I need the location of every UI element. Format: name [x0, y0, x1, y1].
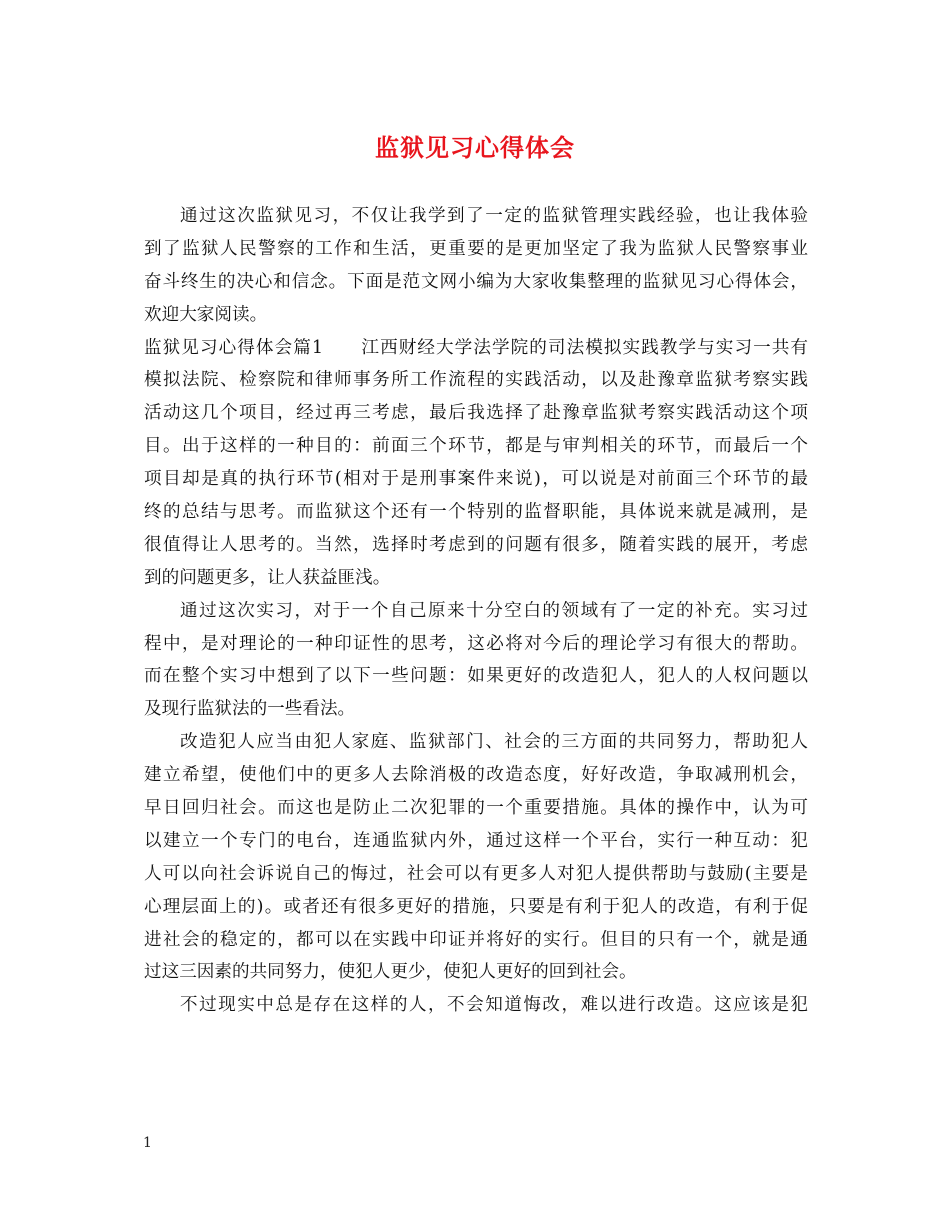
text-line: 程中，是对理论的一种印证性的思考，这必将对今后的理论学习有很大的帮助。 — [144, 633, 808, 654]
document-body — [144, 200, 808, 1022]
text-line: 模拟法院、检察院和律师事务所工作流程的实践活动，以及赴豫章监狱考察实践 — [144, 370, 808, 391]
text-line: 改造犯人应当由犯人家庭、监狱部门、社会的三方面的共同努力，帮助犯人 — [180, 732, 808, 753]
text-line: 项目却是真的执行环节(相对于是刑事案件来说)，可以说是对前面三个环节的最 — [144, 469, 808, 490]
text-line: 人可以向社会诉说自己的悔过，社会可以有更多人对犯人提供帮助与鼓励(主要是 — [144, 863, 808, 884]
text-line: 建立希望，使他们中的更多人去除消极的改造态度，好好改造，争取减刑机会， — [144, 765, 808, 786]
text-line: 心理层面上的)。或者还有很多更好的措施，只要是有利于犯人的改造，有利于促 — [144, 896, 808, 917]
text-line: 及现行监狱法的一些看法。 — [144, 699, 356, 720]
text-line: 目。出于这样的一种目的：前面三个环节，都是与审判相关的环节，而最后一个 — [144, 436, 808, 457]
text-line: 欢迎大家阅读。 — [144, 304, 268, 325]
text-line: 到了监狱人民警察的工作和生活，更重要的是更加坚定了我为监狱人民警察事业 — [144, 238, 808, 259]
text-line: 很值得让人思考的。当然，选择时考虑到的问题有很多，随着实践的展开，考虑 — [144, 534, 808, 555]
text-line: 不过现实中总是存在这样的人，不会知道悔改，难以进行改造。这应该是犯 — [180, 995, 808, 1016]
text-line: 终的总结与思考。而监狱这个还有一个特别的监督职能，具体说来就是减刑，是 — [144, 502, 808, 523]
text-line: 而在整个实习中想到了以下一些问题：如果更好的改造犯人，犯人的人权问题以 — [144, 666, 808, 687]
text-line: 通过这次监狱见习，不仅让我学到了一定的监狱管理实践经验，也让我体验 — [180, 206, 808, 226]
section-heading-line: 监狱见习心得体会篇1 江西财经大学法学院的司法模拟实践教学与实习一共有 — [144, 337, 808, 358]
text-line: 进社会的稳定的，都可以在实践中印证并将好的实行。但目的只有一个，就是通 — [144, 929, 808, 950]
document-title: 监狱见习心得体会 — [375, 133, 575, 162]
text-line: 早日回归社会。而这也是防止二次犯罪的一个重要措施。具体的操作中，认为可 — [144, 798, 808, 819]
text-line: 以建立一个专门的电台，连通监狱内外，通过这样一个平台，实行一种互动：犯 — [144, 830, 808, 851]
text-line: 通过这次实习，对于一个自己原来十分空白的领域有了一定的补充。实习过 — [180, 600, 808, 621]
page-number: 1 — [143, 1135, 152, 1151]
text-line: 到的问题更多，让人获益匪浅。 — [144, 567, 391, 588]
text-line: 过这三因素的共同努力，使犯人更少，使犯人更好的回到社会。 — [144, 962, 637, 983]
text-line: 活动这几个项目，经过再三考虑，最后我选择了赴豫章监狱考察实践活动这个项 — [144, 403, 808, 424]
text-line: 奋斗终生的决心和信念。下面是范文网小编为大家收集整理的监狱见习心得体会， — [144, 271, 808, 292]
